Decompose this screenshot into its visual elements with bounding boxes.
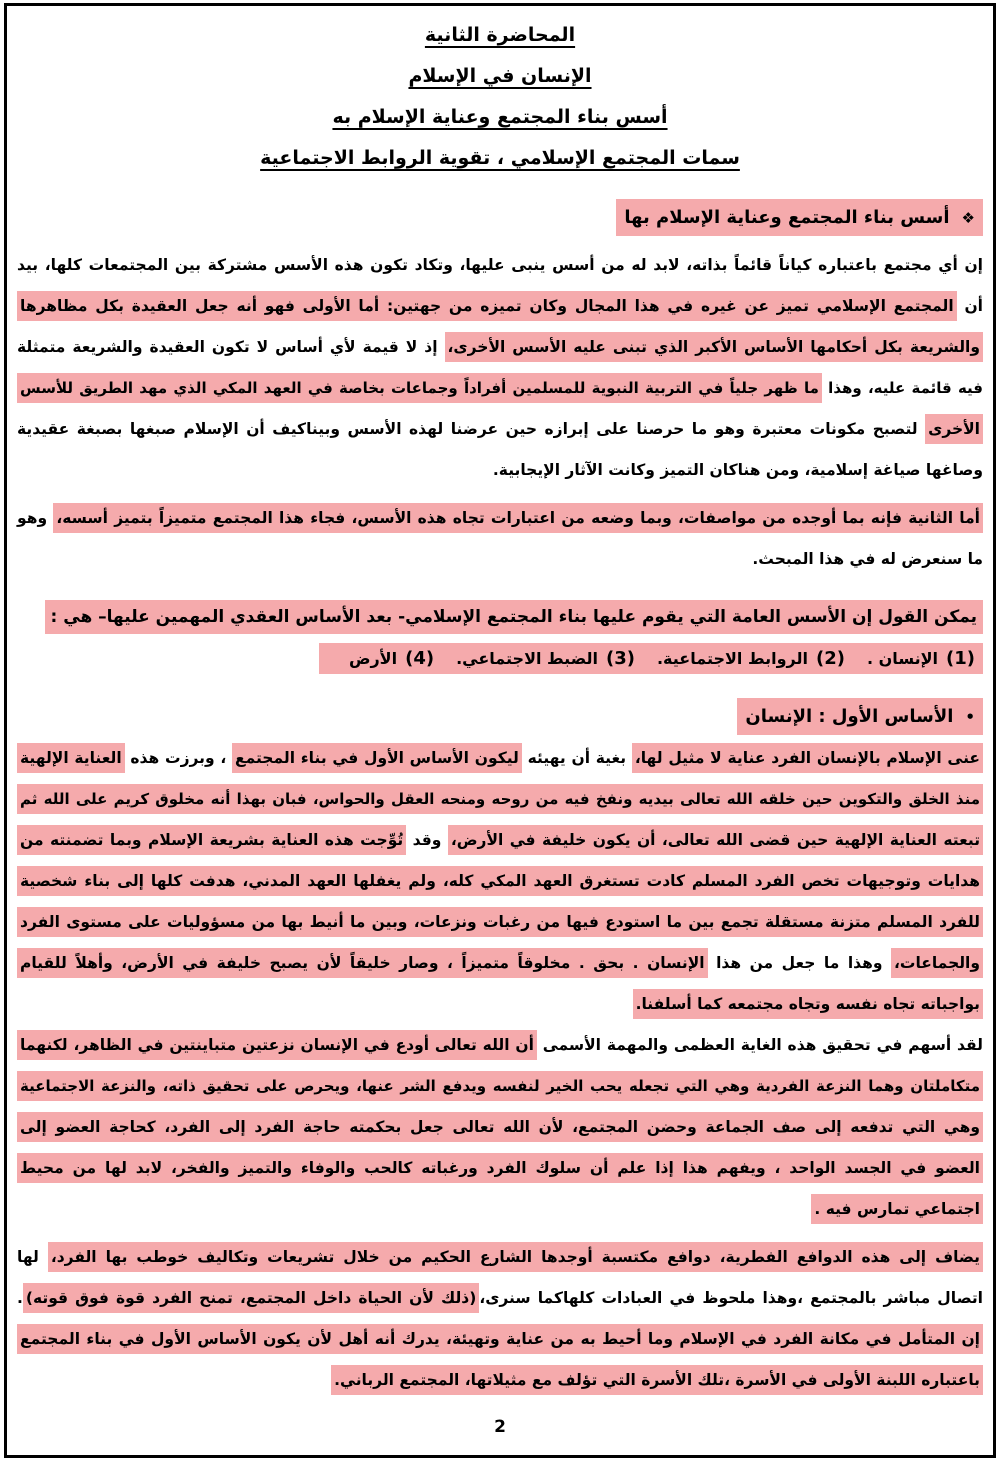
section-heading-highlight [616, 199, 983, 236]
paragraph-line [17, 1066, 983, 1107]
list-label: الضبط الاجتماعي. [456, 649, 598, 668]
page-content [17, 15, 983, 1401]
lead-sentence-text: يمكن القول إن الأسس العامة التي يقوم عليها بناء المجتمع الإسلامي- بعد الأساس العقدي المهمين عليها– هي : [45, 600, 983, 634]
list-number: (3) [605, 648, 635, 669]
topic-title-row [17, 56, 983, 97]
highlighted-text: منذ الخلق والتكوين حين خلقه الله تعالى بيديه ونفخ فيه من روحه ومنحه العقل والحواس، فبان بهذا أنه مخلوق كريم على الله ثم [17, 784, 983, 814]
topic-title: الإنسان في الإسلام [408, 65, 592, 87]
list-block [17, 638, 983, 679]
paragraph-line [17, 779, 983, 820]
highlighted-text: العضو في الجسد الواحد ، ويفهم هذا إذا علم أن سلوك الفرد ورغباته كالحب والوفاء والتميز والفخر، لابد لها من محيط [17, 1153, 983, 1183]
subsection-title: سمات المجتمع الإسلامي ، تقوية الروابط الاجتماعية [260, 147, 740, 169]
highlighted-text: والجماعات، [891, 948, 983, 978]
list-number: (1) [946, 648, 975, 669]
pillars-list-highlight [319, 643, 983, 674]
section-heading [17, 696, 983, 738]
section-title: أسس بناء المجتمع وعناية الإسلام به [332, 106, 668, 128]
list-item [867, 649, 975, 668]
paragraph-block [17, 1237, 983, 1401]
text-run: إن أي مجتمع باعتباره كياناً قائماً بذاته، لابد له من أسس ينبى عليها، وتكاد تكون هذه الأسس مشتركة بين المجتمعات كلها، بيد [17, 256, 983, 274]
page-number: 2 [494, 1417, 506, 1437]
paragraph-line [17, 1278, 983, 1319]
text-run: ما سنعرض له في هذا المبحث. [752, 550, 983, 568]
text-run: لها [17, 1248, 48, 1266]
section-heading-text: أسس بناء المجتمع وعناية الإسلام بها [624, 207, 950, 228]
list-item [349, 649, 434, 668]
lecture-title-row [17, 15, 983, 56]
highlighted-text: ليكون الأساس الأول في بناء المجتمع [232, 743, 522, 773]
paragraph-line [17, 1237, 983, 1278]
highlighted-text: والشريعة بكل أحكامها الأساس الأكبر الذي تبنى عليه الأسس الأخرى، [445, 332, 983, 362]
text-run: لتصبح مكونات معتبرة وهو ما حرصنا على إبرازه حين عرضنا لهذه الأسس وبيناكيف أن الإسلام صبغها بصبغة عقيدية [17, 420, 926, 438]
highlighted-text: وهي التي تدفعه إلى صف الجماعة وحضن المجتمع، لأن الله تعالى جعل بحكمته حاجة الفرد إلى الفرد، كحاجة العضو إلى [17, 1112, 983, 1142]
paragraph-line [17, 1107, 983, 1148]
text-run: وهو [17, 509, 54, 527]
round-bullet-icon: • [965, 708, 975, 726]
title-block [17, 15, 983, 179]
highlighted-text: هدايات وتوجيهات تخص الفرد المسلم كادت تستغرق العهد المكي كله، ولم يغفلها العهد المدني، هدفت كلها إلى بناء شخصية [17, 866, 983, 896]
highlighted-text: عنى الإسلام بالإنسان الفرد عناية لا مثيل لها، [632, 743, 983, 773]
body-blocks [17, 197, 983, 1401]
highlighted-text: متكاملتان وهما النزعة الفردية وهي التي تجعله يحب الخير لنفسه ويدفع الشر عنها، ويحرص على تحقيق ذاته، والنزعة الاجتماعية [17, 1071, 983, 1101]
paragraph-line [17, 1148, 983, 1189]
diamond-bullet-icon: ❖ [961, 209, 975, 227]
highlighted-text: بواجباته تجاه نفسه وتجاه مجتمعه كما أسلفنا. [633, 989, 983, 1019]
highlighted-text: العناية الإلهية [17, 743, 125, 773]
text-run: اتصال مباشر بالمجتمع ،وهذا ملحوظ في العبادات كلهاكما سنرى، [479, 1289, 983, 1307]
paragraph-block [17, 1025, 983, 1230]
heading-block [17, 197, 983, 239]
list-item [657, 649, 845, 668]
paragraph-line [17, 409, 983, 450]
highlighted-text: تبعته العناية الإلهية حين قضى الله تعالى، أن يكون خليفة في الأرض، [448, 825, 983, 855]
paragraph-line [17, 861, 983, 902]
paragraph-line [17, 245, 983, 286]
highlighted-text: الأخرى [925, 414, 983, 444]
text-run: وقد [406, 831, 448, 849]
paragraph-line [17, 902, 983, 943]
list-number: (2) [816, 648, 845, 669]
paragraph-line [17, 368, 983, 409]
highlighted-text: يضاف إلى هذه الدوافع الفطرية، دوافع مكتسبة أوجدها الشارع الحكيم من خلال تشريعات وتكاليف خوطب بها الفرد، [48, 1242, 983, 1272]
paragraph-line [17, 1360, 983, 1401]
section-heading-highlight [737, 698, 983, 735]
section-heading-text: الأساس الأول : الإنسان [745, 706, 954, 727]
list-item [456, 649, 635, 668]
paragraph-line [17, 286, 983, 327]
pillars-list [17, 638, 983, 679]
list-label: الإنسان . [867, 649, 938, 668]
section-heading [17, 197, 983, 239]
paragraph-line [17, 943, 983, 984]
heading-block [17, 696, 983, 738]
paragraph-line [17, 498, 983, 539]
highlighted-text: أن الله تعالى أودع في الإنسان نزعتين متباينتين في الظاهر، لكنهما [17, 1030, 537, 1060]
list-label: الروابط الاجتماعية. [656, 649, 808, 668]
paragraph-line [17, 984, 983, 1025]
paragraph-line [17, 1189, 983, 1230]
paragraph-line [17, 820, 983, 861]
text-run: وصاغها صياغة إسلامية، ومن هناكان التميز وكانت الآثار الإيجابية. [492, 461, 983, 479]
text-run: . [17, 1289, 23, 1307]
text-run: لقد أسهم في تحقيق هذه الغاية العظمى والمهمة الأسمى [536, 1036, 983, 1054]
highlighted-text: إن المتأمل في مكانة الفرد في الإسلام وما أحيط به من عناية وتهيئة، يدرك أنه أهل لأن يكون الأساس الأول في بناء المجتمع [17, 1324, 983, 1354]
paragraph-line [17, 1025, 983, 1066]
highlighted-text: تُوِّجت هذه العناية بشريعة الإسلام وبما تضمنته من [17, 825, 406, 855]
lead-sentence [17, 597, 983, 638]
paragraph-line [17, 327, 983, 368]
text-run: بغية أن يهيئه [521, 749, 632, 767]
subsection-title-row [17, 138, 983, 179]
paragraph-block [17, 498, 983, 580]
highlighted-text: ما ظهر جلياً في التربية النبوية للمسلمين أفراداً وجماعات بخاصة في العهد المكي الذي مهد الطريق للأسس [17, 373, 822, 403]
lecture-title: المحاضرة الثانية [424, 24, 576, 46]
paragraph-line [17, 450, 983, 491]
highlighted-text: للفرد المسلم متزنة مستقلة تجمع بين ما استودع فيها من رغبات ونزعات، وبين ما أنيط بها من مسؤوليات على مستوى الفرد [17, 907, 983, 937]
list-label: الأرض [348, 649, 398, 668]
highlighted-text: المجتمع الإسلامي تميز عن غيره في هذا المجال وكان تميزه من جهتين: أما الأولى فهو أنه جعل العقيدة بكل مظاهرها [17, 291, 957, 321]
list-number: (4) [405, 648, 435, 669]
highlighted-text: الإنسان . بحق . مخلوقاً متميزاً ، وصار خليقاً لأن يصبح خليفة في الأرض، وأهلاً للقيام [17, 948, 708, 978]
highlighted-text: باعتباره اللبنة الأولى في الأسرة ،تلك الأسرة التي تؤلف مع مثيلاتها، المجتمع الرباني. [331, 1365, 983, 1395]
paragraph-block [17, 245, 983, 491]
text-run: فيه قائمة عليه، وهذا [821, 379, 983, 397]
highlighted-text: أما الثانية فإنه بما أوجده من مواصفات، وبما وضعه من اعتبارات تجاه هذه الأسس، فجاء هذا المجتمع متميزاً بتميز أسسه، [53, 503, 983, 533]
highlighted-text: اجتماعي تمارس فيه . [811, 1194, 983, 1224]
paragraph-line [17, 1319, 983, 1360]
paragraph-line [17, 738, 983, 779]
text-run: وهذا ما جعل من هذا [707, 954, 891, 972]
section-title-row [17, 97, 983, 138]
paragraph-line [17, 539, 983, 580]
lead-block [17, 597, 983, 638]
text-run: ، وبرزت هذه [124, 749, 232, 767]
highlighted-text: (ذلك لأن الحياة داخل المجتمع، تمنح الفرد قوة فوق قوته) [23, 1283, 479, 1313]
paragraph-block [17, 738, 983, 1025]
text-run: إذ لا قيمة لأي أساس لا تكون العقيدة والشريعة متمثلة [17, 338, 445, 356]
text-run: أن [956, 297, 983, 315]
